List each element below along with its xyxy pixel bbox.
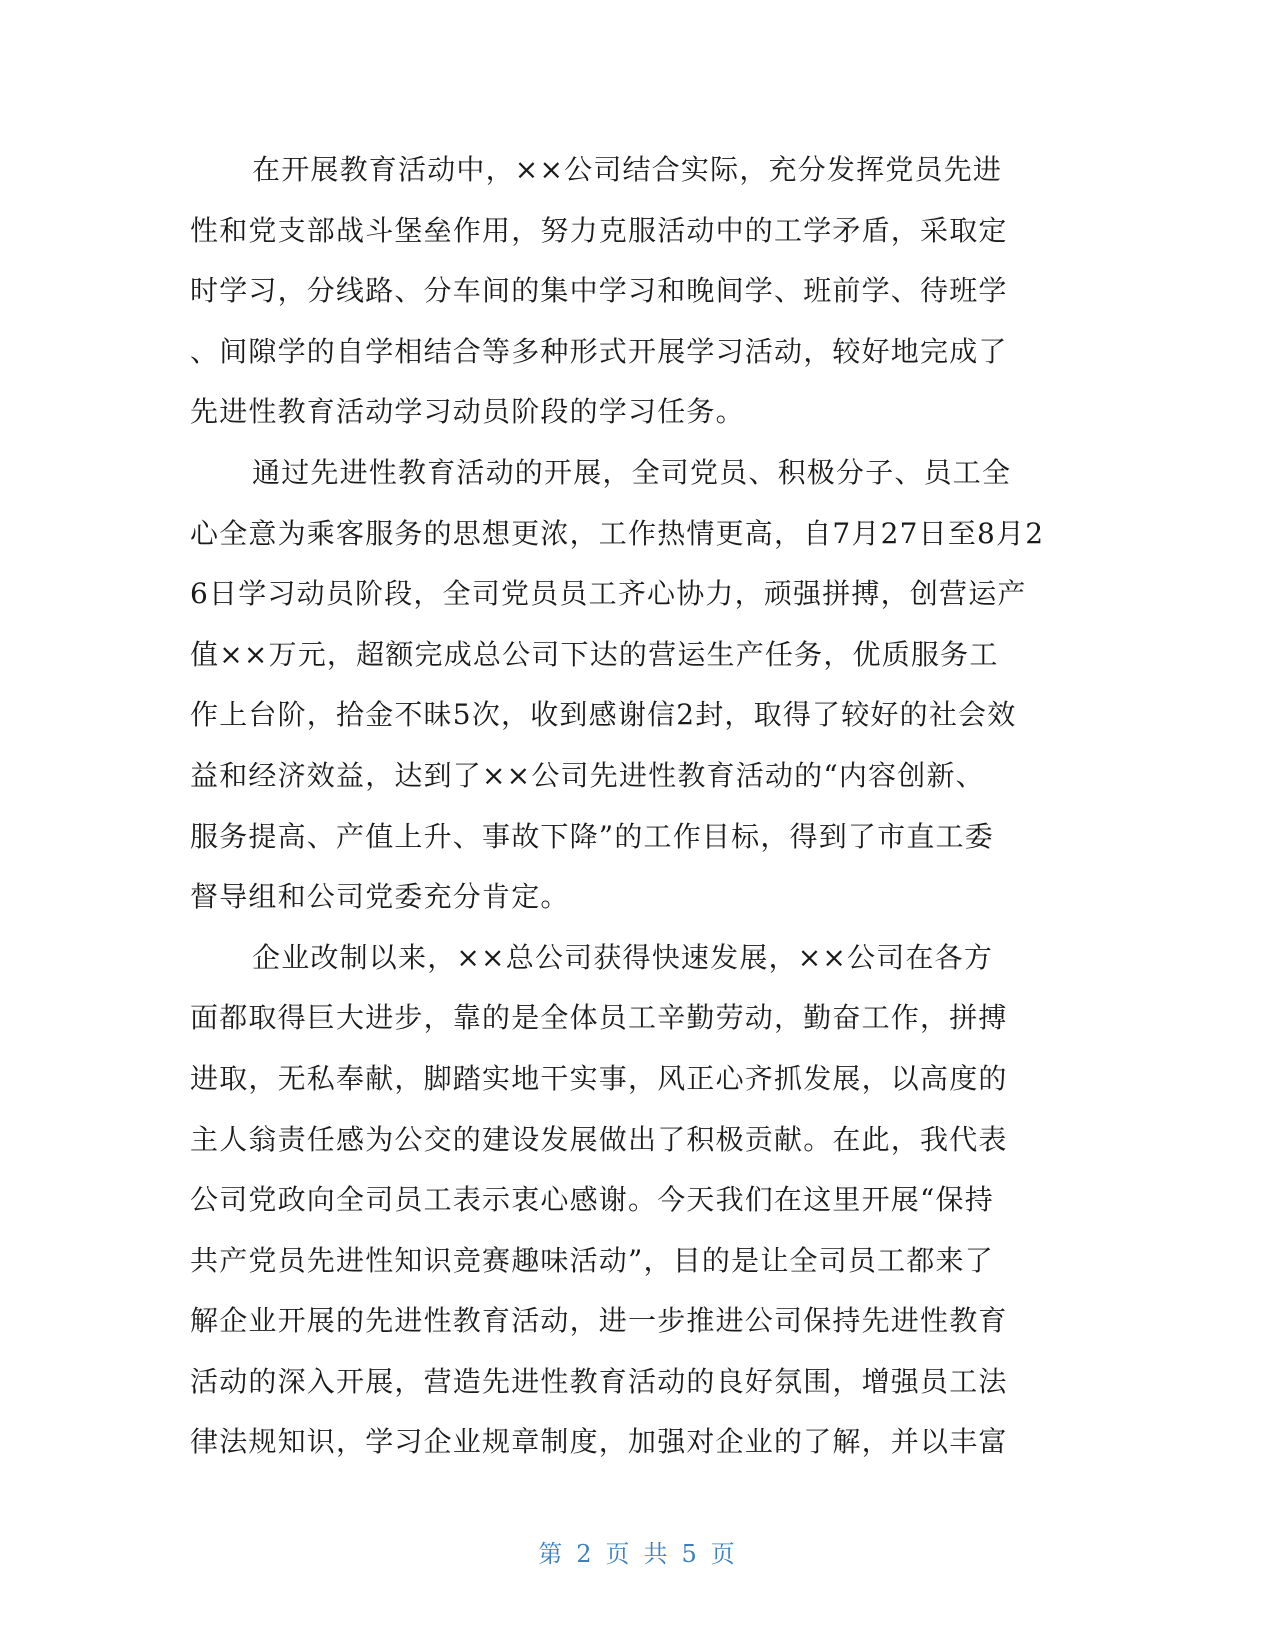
paragraph-1 [190,140,1062,443]
footer-suffix: 页 [710,1540,737,1568]
text-line: 督导组和公司党委充分肯定。 [190,880,570,914]
text-line: 作上台阶，拾金不昧5次，收到感谢信2封，取得了较好的社会效 [190,698,1017,732]
text-line: 、间隙学的自学相结合等多种形式开展学习活动，较好地完成了 [190,334,1008,368]
text-line: 主人翁责任感为公交的建设发展做出了积极贡献。在此，我代表 [190,1122,1008,1156]
total-pages-number: 5 [681,1540,699,1568]
text-line: 共产党员先进性知识竞赛趣味活动”，目的是让全司员工都来了 [190,1243,994,1277]
text-line: 益和经济效益，达到了××公司先进性教育活动的“内容创新、 [190,758,985,792]
text-line: 先进性教育活动学习动员阶段的学习任务。 [190,395,745,429]
footer-page-word: 页 [605,1540,632,1568]
text-line: 面都取得巨大进步，靠的是全体员工辛勤劳动，勤奋工作，拼搏 [190,1001,1008,1035]
footer-prefix: 第 [538,1540,565,1568]
current-page-number: 2 [576,1540,594,1568]
document-body [190,140,1062,1473]
text-line: 在开展教育活动中，××公司结合实际，充分发挥党员先进 [252,153,1003,186]
text-line: 服务提高、产值上升、事故下降”的工作目标，得到了市直工委 [190,819,994,853]
paragraph-3 [190,928,1062,1473]
text-line: 时学习，分线路、分车间的集中学习和晚间学、班前学、待班学 [190,274,1008,308]
footer-total-word: 共 [643,1540,670,1568]
paragraph-2 [190,443,1062,928]
text-line: 企业改制以来，××总公司获得快速发展，××公司在各方 [252,940,994,974]
text-line: 公司党政向全司员工表示衷心感谢。今天我们在这里开展“保持 [190,1183,994,1217]
text-line: 进取，无私奉献，脚踏实地干实事，风正心齐抓发展，以高度的 [190,1061,1008,1095]
text-line: 解企业开展的先进性教育活动，进一步推进公司保持先进性教育 [190,1304,1008,1338]
text-line: 值××万元，超额完成总公司下达的营运生产任务，优质服务工 [190,637,999,671]
text-line: 性和党支部战斗堡垒作用，努力克服活动中的工学矛盾，采取定 [190,213,1008,247]
text-line: 心全意为乘客服务的思想更浓，工作热情更高，自7月27日至8月2 [190,516,1045,550]
text-line: 活动的深入开展，营造先进性教育活动的良好氛围，增强员工法 [190,1364,1008,1398]
text-line: 6日学习动员阶段，全司党员员工齐心协力，顽强拼搏，创营运产 [190,577,1027,611]
text-line: 律法规知识，学习企业规章制度，加强对企业的了解，并以丰富 [190,1425,1008,1459]
page-number-footer [0,1534,1275,1569]
text-line: 通过先进性教育活动的开展，全司党员、积极分子、员工全 [252,455,1012,489]
